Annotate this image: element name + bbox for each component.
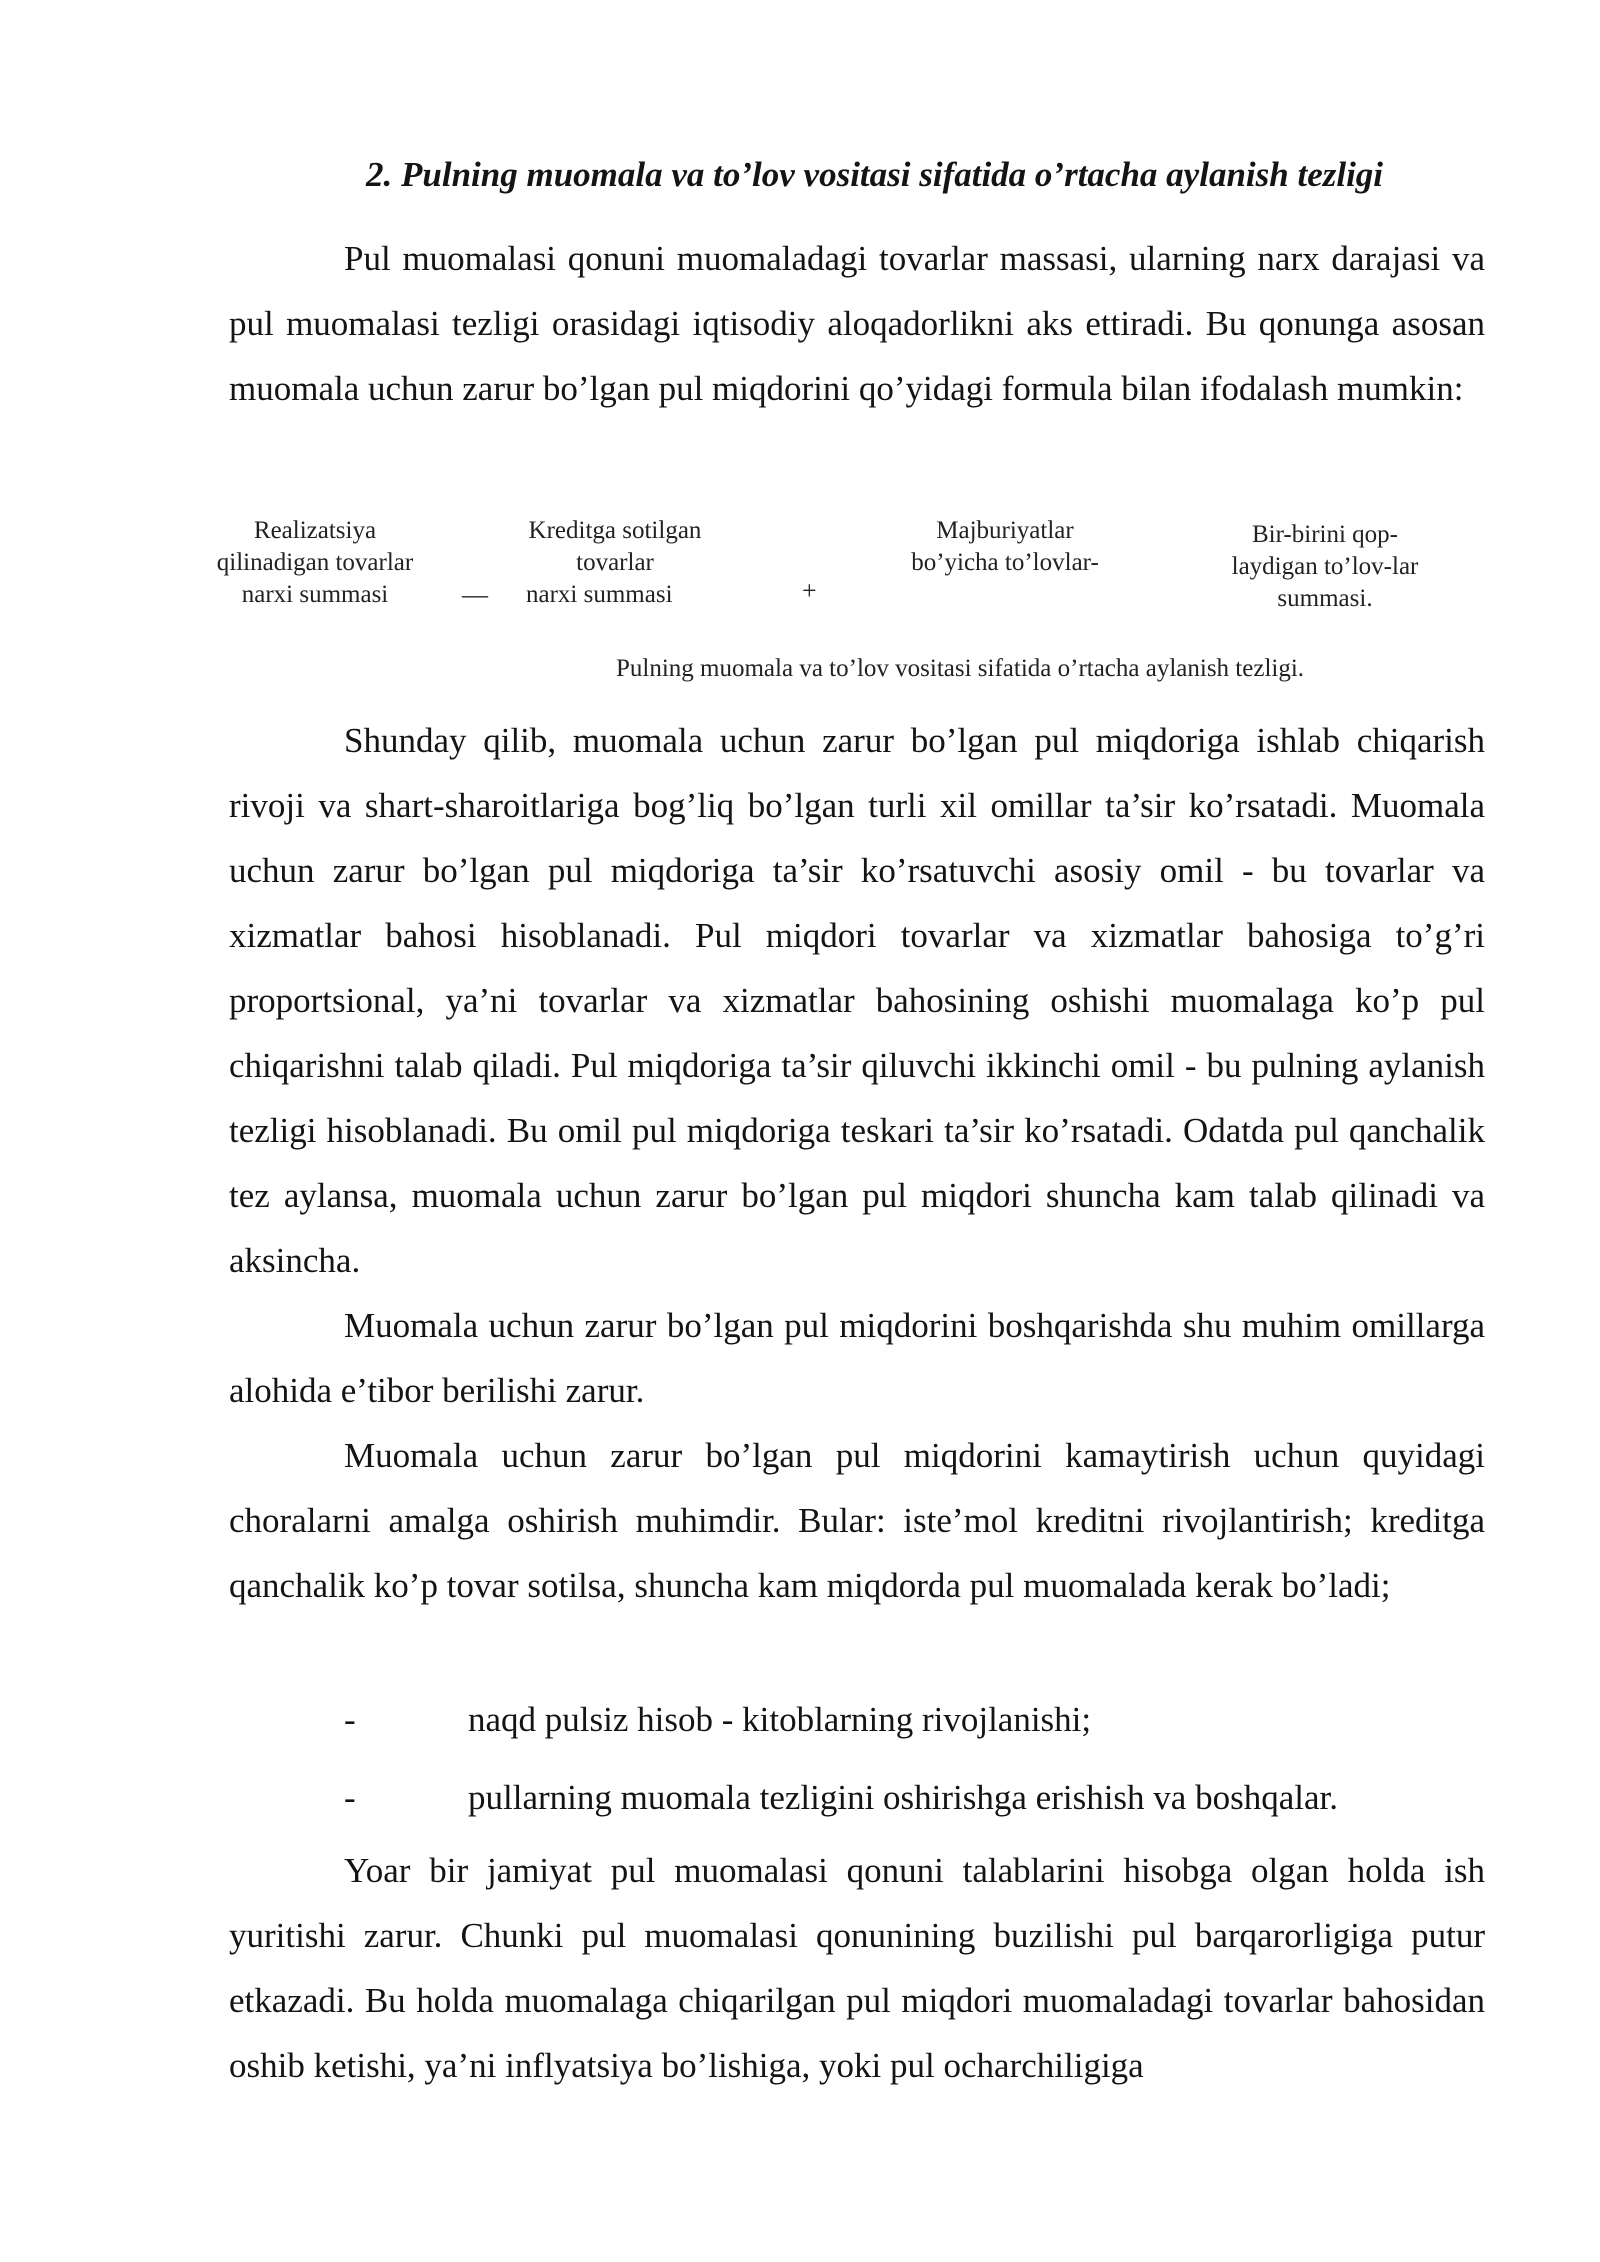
formula-term-line: qilinadigan tovarlar [216, 549, 414, 576]
formula-term-line: tovarlar [576, 549, 654, 576]
formula-term-line: summasi. [1277, 585, 1373, 612]
formula-term-line: narxi summasi [241, 581, 389, 608]
paragraph-measures: Muomala uchun zarur bo’lgan pul miqdorini kamaytirish uchun quyidagi choralarni amalga oshirish muhimdir. Bular: iste’mol kreditni rivojlantirish; kreditga qanchalik ko’p tovar sotilsa, shuncha kam miqdorda pul muomalada kerak bo’ladi; [229, 1436, 1485, 1605]
formula-term-credit-sales [500, 515, 730, 611]
formula-term-line: Kreditga sotilgan [528, 517, 702, 544]
formula-block [200, 505, 1500, 705]
formula-plus-sign: + [802, 576, 817, 605]
paragraph-conclusion: Yoar bir jamiyat pul muomalasi qonuni talablarini hisobga olgan holda ish yuritishi zarur. Chunki pul muomalasi qonunining buzilishi pul barqarorligiga putur etkazadi. Bu holda muomalaga chiqarilgan pul miqdori muomaladagi tovarlar bahosidan oshib ketishi, ya’ni inflyatsiya bo’lishiga, yoki pul ocharchiligiga [229, 1851, 1485, 2085]
paragraph-management: Muomala uchun zarur bo’lgan pul miqdorini boshqarishda shu muhim omillarga alohida e’tibor berilishi zarur. [229, 1306, 1485, 1410]
list-dash: - [344, 1700, 356, 1739]
formula-caption: Pulning muomala va to’lov vositasi sifatida o’rtacha aylanish tezligi. [616, 655, 1305, 682]
section-heading: 2. Pulning muomala va to’lov vositasi sifatida o’rtacha aylanish tezligi [366, 155, 1384, 194]
list-dash: - [344, 1778, 356, 1817]
paragraph-factors: Shunday qilib, muomala uchun zarur bo’lgan pul miqdoriga ishlab chiqarish rivoji va shart-sharoitlariga bog’liq bo’lgan turli xil omillar ta’sir ko’rsatadi. Muomala uchun zarur bo’lgan pul miqdoriga ta’sir ko’rsatuvchi asosiy omil - bu tovarlar va xizmatlar bahosi hisoblanadi. Pul miqdori tovarlar va xizmatlar bahosiga to’g’ri proportsional, ya’ni tovarlar va xizmatlar bahosining oshishi muomalaga ko’p pul chiqarishni talab qiladi. Pul miqdoriga ta’sir qiluvchi ikkinchi omil - bu pulning aylanish tezligi hisoblanadi. Bu omil pul miqdoriga teskari ta’sir ko’rsatadi. Odatda pul qanchalik tez aylansa, muomala uchun zarur bo’lgan pul miqdori shuncha kam talab qilinadi va aksincha. [229, 721, 1485, 1280]
formula-term-realization [200, 515, 430, 611]
list-item-text: pullarning muomala tezligini oshirishga erishish va boshqalar. [468, 1778, 1338, 1817]
paragraph-intro: Pul muomalasi qonuni muomaladagi tovarlar massasi, ularning narx darajasi va pul muomalasi tezligi orasidagi iqtisodiy aloqadorlikni aks ettiradi. Bu qonunga asosan muomala uchun zarur bo’lgan pul miqdorini qo’yidagi formula bilan ifodalash mumkin: [229, 239, 1485, 408]
formula-term-line: Bir-birini qop- [1251, 521, 1398, 548]
list-item-text: naqd pulsiz hisob - kitoblarning rivojlanishi; [468, 1700, 1092, 1739]
formula-term-line: laydigan to’lov-lar [1231, 553, 1419, 580]
formula-term-line: bo’yicha to’lovlar- [911, 549, 1099, 576]
formula-term-obligations [890, 515, 1120, 579]
formula-term-offsetting-payments [1210, 519, 1440, 615]
formula-minus-sign: — [462, 580, 488, 609]
formula-term-line: narxi summasi [526, 581, 673, 608]
formula-term-line: Majburiyatlar [936, 517, 1074, 544]
formula-term-line: Realizatsiya [253, 517, 377, 544]
